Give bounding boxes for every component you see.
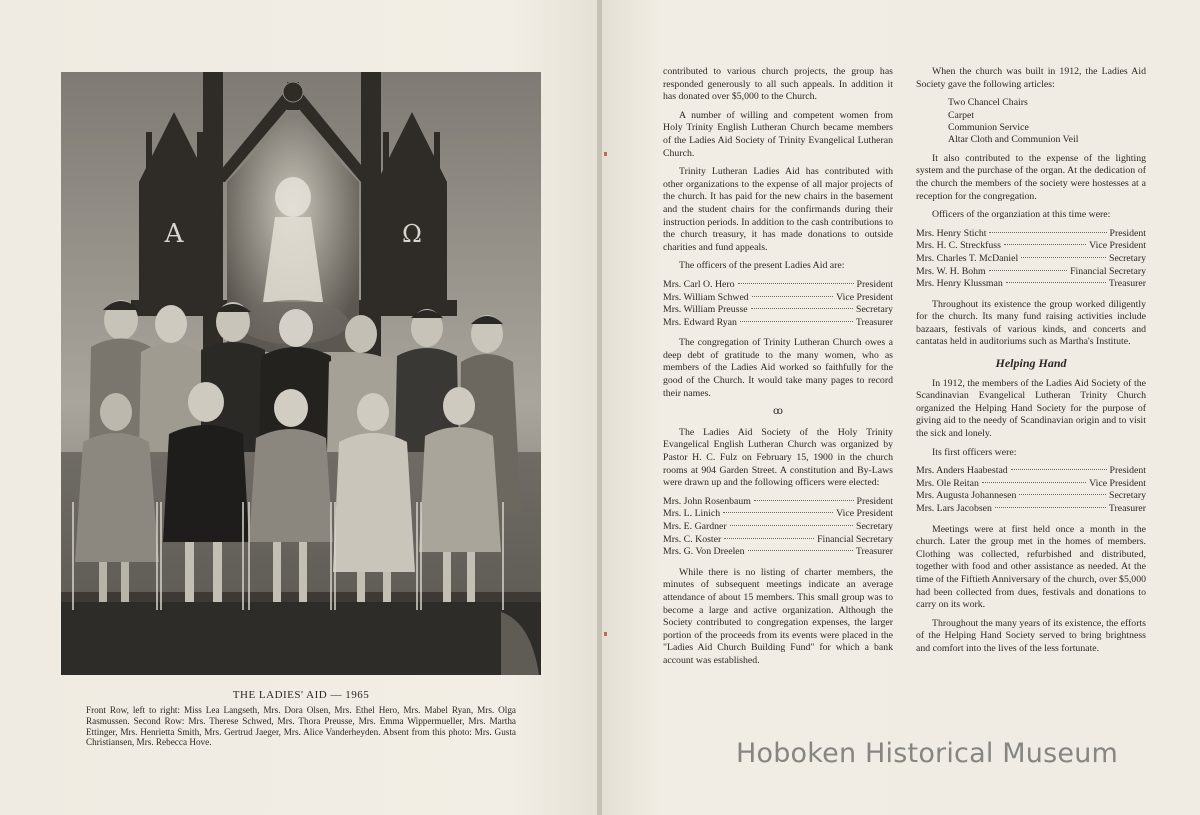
paragraph: It also contributed to the expense of the lighting system and the purchase of the organ. At the dedication of the church the members of the society were hostesses at a reception for the congregation. (916, 152, 1146, 202)
officer-name: Mrs. Carl O. Hero (663, 278, 735, 290)
gift-list (948, 97, 1146, 147)
paragraph: A number of willing and competent women from Holy Trinity English Lutheran Church became members of the Ladies Aid Society of Trinity Evangelical Lutheran Church. (663, 109, 893, 159)
officers-list-1912 (916, 228, 1146, 291)
officer-name: Mrs. Charles T. McDaniel (916, 252, 1019, 264)
officer-name: Mrs. Lars Jacobsen (916, 503, 992, 514)
officer-name: Mrs. John Rosenbaum (663, 495, 751, 507)
museum-watermark: Hoboken Historical Museum (736, 738, 1119, 769)
omega-letter: Ω (402, 220, 422, 248)
officer-row (663, 508, 893, 521)
paragraph: While there is no listing of charter members, the minutes of subsequent meetings indicate an average attendance of about 15 members. This small group was to become a large and active organization. Although the Society contributed to congregation expenses, the larger portion of the proceeds from its events were placed in the "Ladies Aid Church Building Fund" for which a bank account was established. (663, 566, 893, 666)
gift-item: Communion Service (948, 121, 1029, 133)
officer-name: Mrs. G. Von Dreelen (663, 546, 745, 558)
officer-role: Treasurer (855, 316, 893, 328)
paragraph: contributed to various church projects, the group has responded generously to all such appeals. In addition it has donated over $5,000 to the Church. (663, 66, 893, 103)
officer-row (916, 266, 1146, 279)
fold-mark (604, 152, 607, 156)
officer-row (916, 253, 1146, 266)
officer-row (916, 490, 1146, 503)
ladies-aid-photograph (61, 72, 541, 675)
officer-name: Mrs. W. H. Bohm (916, 265, 986, 277)
officer-name: Mrs. H. C. Streckfuss (916, 240, 1001, 252)
paragraph: Trinity Lutheran Ladies Aid has contributed with other organizations to the expense of all major projects of the church. It has paid for the new chairs in the basement and the student chairs for the confirmands during their instruction periods. In addition to the cash contributions to the church treasury, it has made donations to outside charities and fund appeals. (663, 166, 893, 253)
officer-name: Mrs. Henry Klussman (916, 278, 1003, 290)
paragraph: Officers of the organziation at this time were: (932, 209, 1111, 221)
paragraph: In 1912, the members of the Ladies Aid Society of the Scandinavian Evangelical Lutheran Trinity Church organized the Helping Hand Society for the purpose of giving aid to the needy of Scandinavian origin and to visit the sick and lonely. (916, 377, 1146, 440)
officer-row (916, 240, 1146, 253)
officer-role: President (856, 495, 893, 507)
officer-role: Financial Secretary (1070, 265, 1146, 277)
officer-row (663, 292, 893, 305)
paragraph: Its first officers were: (932, 446, 1017, 458)
gift-item: Two Chancel Chairs (948, 97, 1028, 109)
officer-row (663, 546, 893, 559)
officer-name: Mrs. Henry Sticht (916, 227, 987, 239)
officer-role: Secretary (1109, 252, 1146, 264)
officer-row (916, 478, 1146, 491)
text-column-a (663, 66, 893, 674)
photo-caption-title: THE LADIES' AID — 1965 (232, 689, 370, 701)
officer-role: Secretary (856, 521, 893, 532)
officer-row (663, 317, 893, 330)
officer-name: Mrs. William Preusse (663, 304, 748, 316)
officer-name: Mrs. C. Koster (663, 533, 722, 545)
officer-row (663, 521, 893, 534)
officers-list-1900 (663, 496, 893, 559)
officer-role: President (856, 278, 893, 290)
officer-row (663, 279, 893, 292)
officer-role: Treasurer (855, 546, 893, 558)
page-gutter (597, 0, 602, 815)
text-column-b (916, 66, 1146, 662)
paragraph: When the church was built in 1912, the Ladies Aid Society gave the following articles: (916, 66, 1146, 90)
fold-mark (604, 632, 607, 636)
section-heading-helping-hand: Helping Hand (995, 356, 1067, 371)
officer-name: Mrs. William Schwed (663, 291, 749, 303)
officer-name: Mrs. Edward Ryan (663, 316, 737, 328)
paragraph: The Ladies Aid Society of the Holy Trinity Evangelical English Lutheran Church was organized by Pastor H. C. Fulz on February 15, 1900 in the church rooms at 904 Garden Street. A constitution and By-Laws were drawn up and the following officers were elected: (663, 426, 893, 489)
officer-row (916, 465, 1146, 478)
paragraph: Throughout the many years of its existence, the efforts of the Helping Hand Society served to bring brightness and comfort into the lives of the less fortunate. (916, 617, 1146, 654)
officer-role: Vice President (1089, 240, 1146, 252)
officers-list-present (663, 279, 893, 329)
officer-name: Mrs. Augusta Johannesen (916, 490, 1017, 502)
paragraph: Meetings were at first held once a month in the church. Later the group met in the homes of members. Clothing was collected, refurbished and distributed, together with food and other assistance as needed. At the time of the Fiftieth Anniversary of the church, over $5,000 had been collected from dues, festivals and donations to carry on its work. (916, 523, 1146, 611)
paragraph: Throughout its existence the group worked diligently for the church. Its many fund raising activities include bazaars, festivals of various kinds, and concerts and cantatas held in auditoriums such as Martha's Institute. (916, 298, 1146, 348)
officer-role: Secretary (1109, 490, 1146, 502)
officer-row (663, 496, 893, 509)
officer-role: Financial Secretary (817, 533, 893, 545)
officer-role: Treasurer (1108, 278, 1146, 290)
officer-role: Secretary (856, 304, 893, 316)
officer-role: President (1109, 227, 1146, 239)
gift-item: Altar Cloth and Communion Veil (948, 134, 1079, 146)
paragraph: The congregation of Trinity Lutheran Church owes a deep debt of gratitude to the many women, who as members of the Ladies Aid worked so faithfully for the good of the Church. It would take many pages to record their names. (663, 337, 893, 399)
officer-name: Mrs. E. Gardner (663, 521, 727, 532)
officer-row (663, 304, 893, 317)
officer-row (663, 534, 893, 547)
officer-row (916, 503, 1146, 516)
officer-role: Treasurer (1108, 503, 1146, 514)
officer-role: President (1109, 465, 1146, 477)
officer-row (916, 228, 1146, 241)
ornament-divider: ꝏ (773, 406, 783, 418)
officer-role: Vice President (836, 291, 893, 303)
paragraph: The officers of the present Ladies Aid are: (679, 260, 845, 272)
officer-role: Vice President (836, 508, 893, 520)
gift-item: Carpet (948, 109, 975, 121)
officer-role: Vice President (1089, 477, 1146, 489)
officer-name: Mrs. Ole Reitan (916, 477, 979, 489)
officers-list-helping-hand (916, 465, 1146, 515)
officer-row (916, 278, 1146, 291)
officer-name: Mrs. Anders Haabestad (916, 465, 1008, 477)
photo-caption-text: Front Row, left to right: Miss Lea Langseth, Mrs. Dora Olsen, Mrs. Ethel Hero, Mrs. Mabel Ryan, Mrs. Olga Rasmussen. Second Row: Mrs. Therese Schwed, Mrs. Thora Preusse, Mrs. Emma Wippermueller, Mrs. Martha Ettinger, Mrs. Henrietta Smith, Mrs. Gertrud Jaeger, Mrs. Alice Vanderheyden. Absent from this photo: Mrs. Gusta Christiansen, Mrs. Rebecca Hove. (86, 705, 516, 748)
alpha-letter: A (164, 219, 184, 249)
officer-name: Mrs. L. Linich (663, 508, 721, 520)
